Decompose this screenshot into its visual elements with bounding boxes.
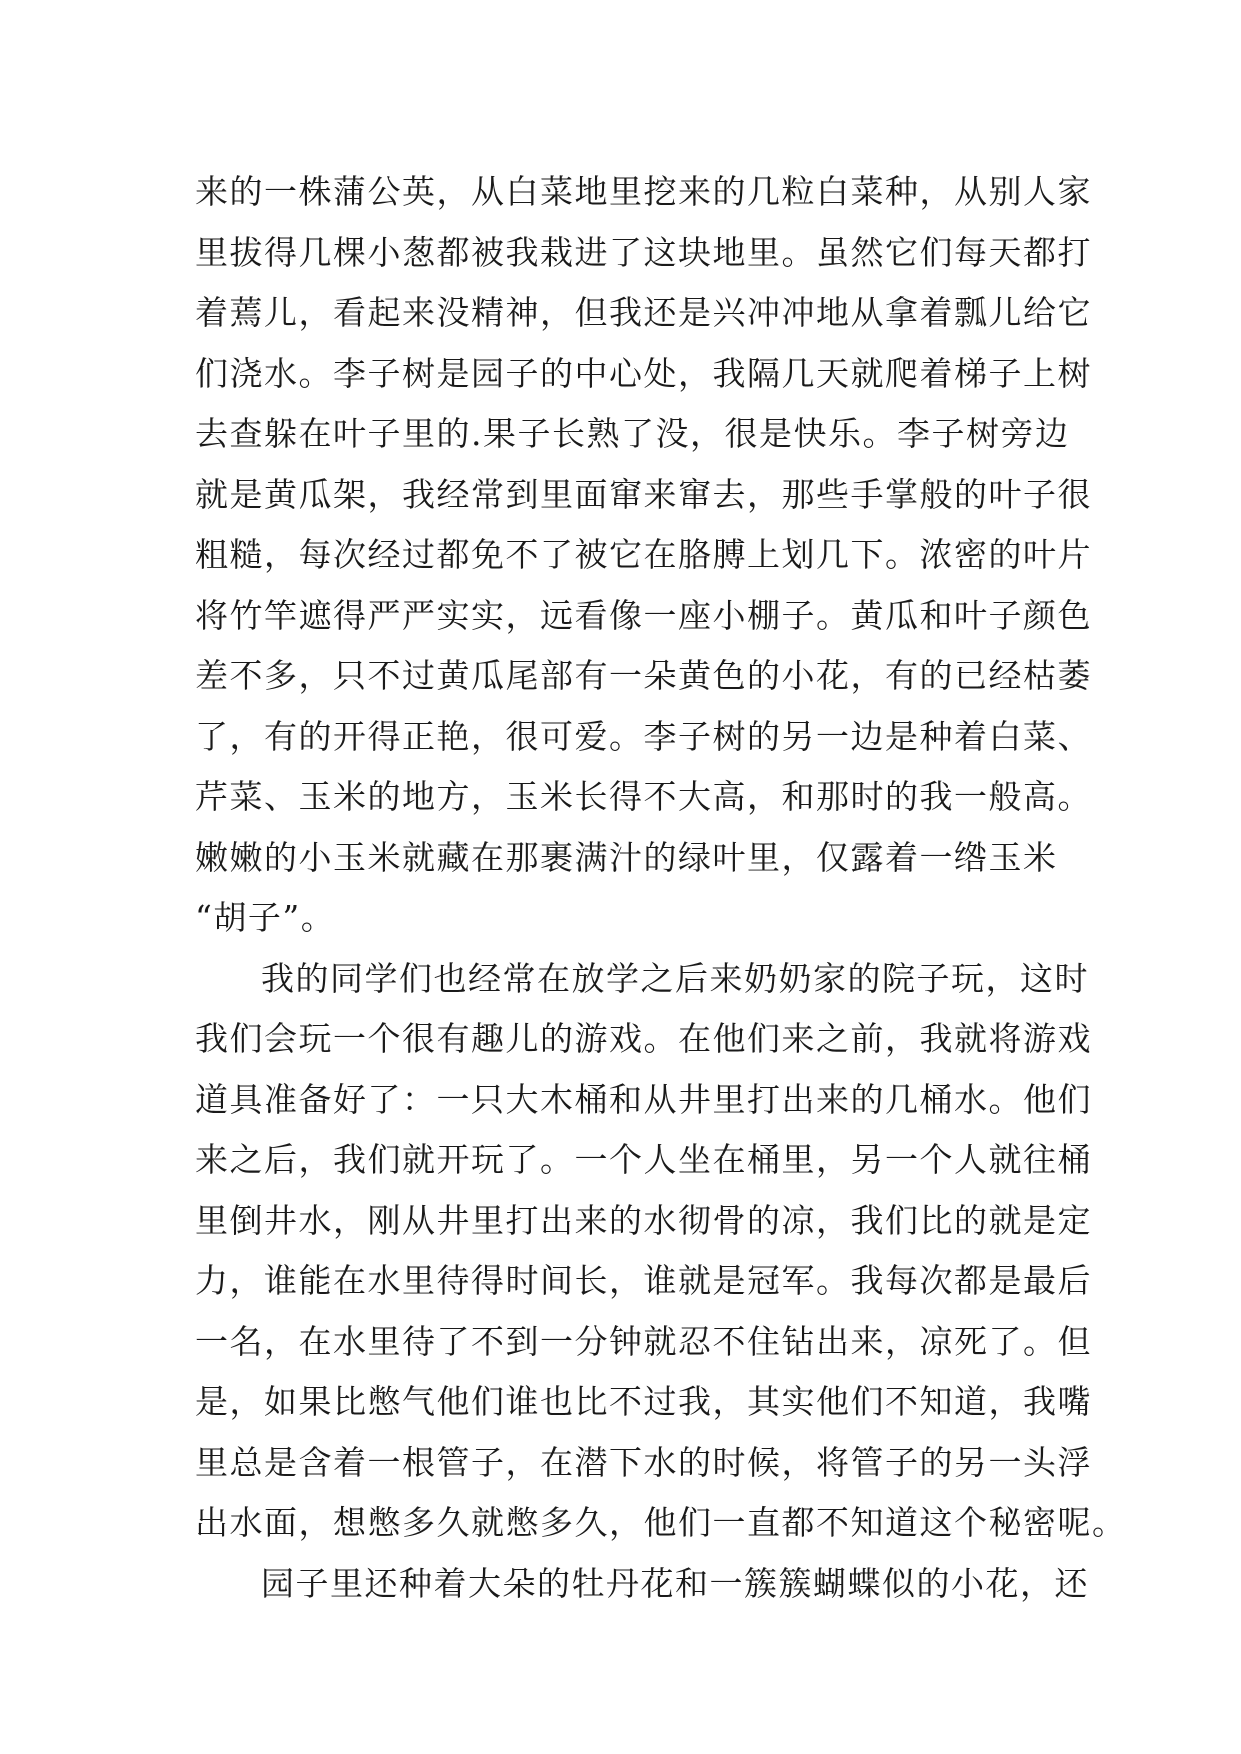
text-line: 里总是含着一根管子，在潜下水的时候，将管子的另一头浮 [195,1442,1092,1482]
text-line: 来的一株蒲公英，从白菜地里挖来的几粒白菜种，从别人家 [195,172,1092,211]
text-line: 力，谁能在水里待得时间长，谁就是冠军。我每次都是最后 [195,1261,1092,1300]
text-line: 来之后，我们就开玩了。一个人坐在桶里，另一个人就往桶 [195,1140,1092,1179]
text-line: 出水面，想憋多久就憋多久，他们一直都不知道这个秘密呢。 [195,1503,1127,1542]
text-line: “胡子”。 [195,898,336,937]
body-text [195,162,1127,1614]
text-line: 将竹竿遮得严严实实，远看像一座小棚子。黄瓜和叶子颜色 [195,595,1092,635]
text-line: 是，如果比憋气他们谁也比不过我，其实他们不知道，我嘴 [195,1382,1092,1421]
text-line: 们浇水。李子树是园子的中心处，我隔几天就爬着梯子上树 [195,353,1092,393]
text-line: 就是黄瓜架，我经常到里面窜来窜去，那些手掌般的叶子很 [195,474,1092,514]
text-line: 芹菜、玉米的地方，玉米长得不大高，和那时的我一般高。 [195,777,1092,816]
text-line: 粗糙，每次经过都免不了被它在胳膊上划几下。浓密的叶片 [195,535,1092,574]
text-line: 着蔫儿，看起来没精神，但我还是兴冲冲地从拿着瓢儿给它 [195,293,1092,332]
text-line: 道具准备好了：一只大木桶和从井里打出来的几桶水。他们 [195,1079,1092,1119]
text-line: 里倒井水，刚从井里打出来的水彻骨的凉，我们比的就是定 [195,1200,1092,1240]
text-line: 我们会玩一个很有趣儿的游戏。在他们来之前，我就将游戏 [195,1019,1092,1058]
text-line: 里拔得几棵小葱都被我栽进了这块地里。虽然它们每天都打 [195,232,1092,272]
text-line: 了，有的开得正艳，很可爱。李子树的另一边是种着白菜、 [195,716,1092,756]
text-line: 一名，在水里待了不到一分钟就忍不住钻出来，凉死了。但 [195,1321,1092,1361]
text-line: 差不多，只不过黄瓜尾部有一朵黄色的小花，有的已经枯萎 [195,656,1092,695]
paragraph-first-line: 我的同学们也经常在放学之后来奶奶家的院子玩，这时 [261,958,1089,998]
text-line: 去查躲在叶子里的.果子长熟了没，很是快乐。李子树旁边 [195,414,1070,453]
text-line: 嫩嫩的小玉米就藏在那裹满汁的绿叶里，仅露着一绺玉米 [195,837,1058,877]
paragraph-first-line: 园子里还种着大朵的牡丹花和一簇簇蝴蝶似的小花，还 [261,1563,1089,1603]
